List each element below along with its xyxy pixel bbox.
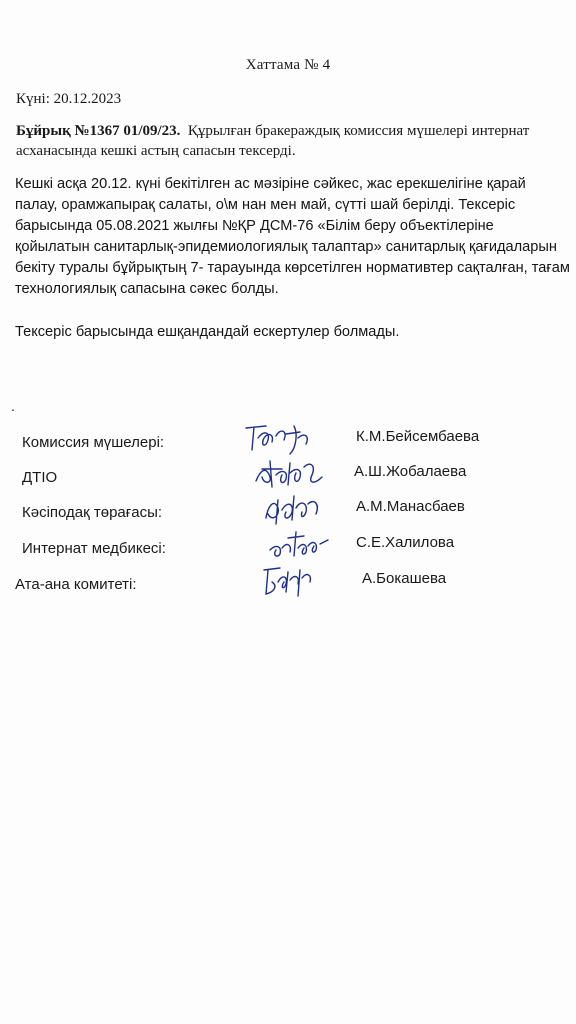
order-text: Құрылған бракераждық комиссия мүшелері интернат асханасында кешкі астың сапасын тексерді. — [16, 123, 530, 159]
handwritten-signature-icon — [240, 420, 320, 460]
signatory-name: А.М.Манасбаев — [356, 498, 465, 515]
handwritten-signature-icon — [258, 490, 338, 530]
signature-row — [0, 570, 576, 606]
handwritten-signature-icon — [258, 562, 338, 602]
signature-role: Кәсіподақ төрағасы: — [22, 504, 163, 521]
document-title: Хаттама № 4 — [245, 57, 331, 73]
signatory-name: С.Е.Халилова — [356, 534, 455, 551]
signature-role: Ата-ана комитеті: — [15, 576, 137, 593]
signature-role: Комиссия мүшелері: — [22, 434, 165, 451]
signatory-name: А.Бокашева — [362, 570, 447, 587]
handwritten-signature-icon — [266, 526, 346, 566]
order-line — [16, 121, 564, 161]
signatory-name: А.Ш.Жобалаева — [354, 463, 467, 480]
signature-role: ДТІО — [22, 469, 58, 486]
inspection-paragraph: Кешкі асқа 20.12. күні бекітілген ас мәзіріне сәйкес, жас ерекшелігіне қарай палау, орамжапырақ салаты, о\м нан мен май, сүтті шай берілді. Тексеріс барысында 05.08.2021 жылғы №ҚР ДСМ-76 «Білім беру объектілеріне қойылатын санитарлық-эпидемиологиялық талаптар» санитарлық қағидаларын бекіту туралы бұйрықтың 7- тарауында көрсетілген нормативтер сақталған, тағам технологиялық сапасына сәкес болды. — [15, 176, 570, 297]
stray-dot: . — [11, 398, 15, 414]
document-date: Күні: 20.12.2023 — [16, 91, 122, 107]
signatory-name: К.М.Бейсембаева — [356, 428, 480, 445]
handwritten-signature-icon — [252, 455, 332, 495]
signature-role: Интернат медбикесі: — [22, 540, 166, 557]
order-reference: Бұйрық №1367 01/09/23. — [16, 123, 181, 139]
conclusion-paragraph: Тексеріс барысында ешқандандай ескертулер болмады. — [15, 324, 400, 340]
